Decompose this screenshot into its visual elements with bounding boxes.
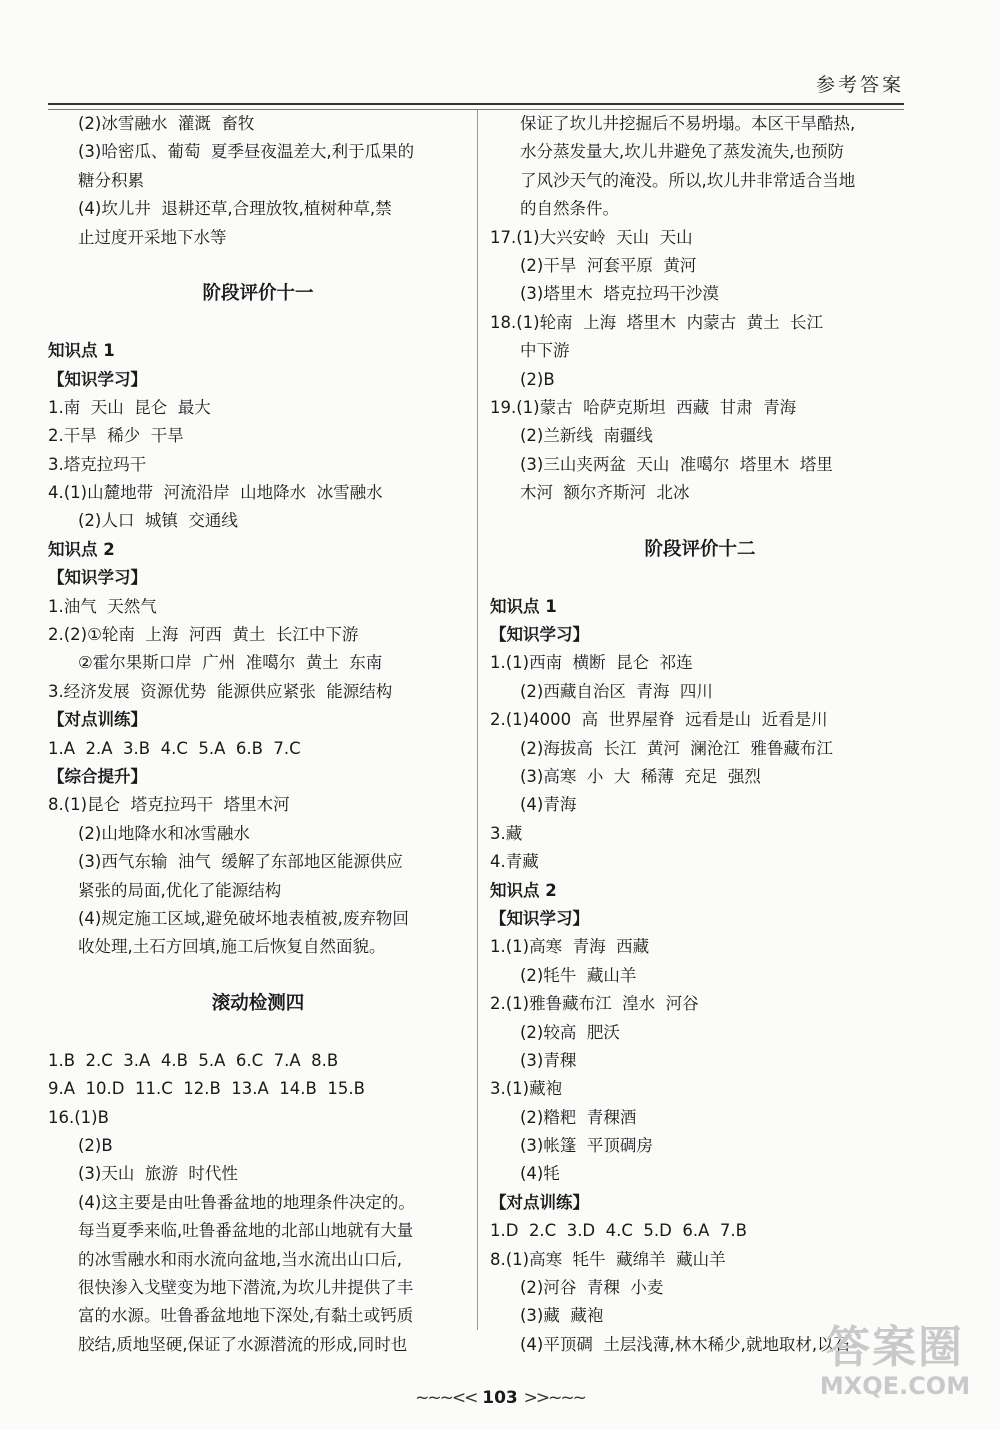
- spacer: [490, 507, 910, 535]
- answer-line: (2)人口 城镇 交通线: [78, 511, 238, 531]
- answer-line: (2)冰雪融水 灌溉 畜牧: [78, 114, 255, 133]
- answer-line: 水分蒸发量大,坎儿井避免了蒸发流失,也预防: [520, 142, 844, 162]
- answer-line: 1.B 2.C 3.A 4.B 5.A 6.C 7.A 8.B: [48, 1050, 339, 1070]
- answer-line: 3.经济发展 资源优势 能源供应紧张 能源结构: [48, 681, 393, 701]
- answer-line: 2.(1)4000 高 世界屋脊 远看是山 近看是川: [490, 710, 828, 730]
- answer-line: (4)平顶碉 土层浅薄,林木稀少,就地取材,以石: [520, 1334, 851, 1354]
- answer-line: 2.(1)雅鲁藏布江 湟水 河谷: [490, 994, 699, 1014]
- answer-line: (3)塔里木 塔克拉玛干沙漠: [520, 284, 719, 304]
- answer-line: (2)B: [520, 369, 555, 389]
- footer-ornament-left: ~~~<<: [415, 1388, 477, 1408]
- answer-line: (2)干旱 河套平原 黄河: [520, 255, 697, 275]
- answer-line: 3.藏: [490, 823, 523, 843]
- spacer: [48, 309, 468, 337]
- answer-line: 3.塔克拉玛干: [48, 454, 147, 474]
- answer-line: 知识点 2: [48, 539, 115, 559]
- answer-line: 知识点 1: [48, 341, 115, 361]
- footer-ornament-right: >>~~~: [523, 1388, 585, 1408]
- answer-line: 1.(1)西南 横断 昆仑 祁连: [490, 653, 693, 673]
- left-column: [48, 110, 468, 1359]
- answer-line: 【知识学习】: [48, 369, 147, 389]
- answer-line: 19.(1)蒙古 哈萨克斯坦 西藏 甘肃 青海: [490, 397, 797, 417]
- answer-line: 紧张的局面,优化了能源结构: [78, 880, 282, 900]
- section-title: 滚动检测四: [211, 993, 305, 1015]
- answer-line: 胶结,质地坚硬,保证了水源潜流的形成,同时也: [78, 1334, 408, 1354]
- page-header-title: 参考答案: [815, 74, 904, 96]
- answer-line: 【知识学习】: [48, 568, 147, 588]
- answer-line: 16.(1)B: [48, 1107, 109, 1127]
- answer-line: ②霍尔果斯口岸 广州 准噶尔 黄土 东南: [78, 653, 383, 673]
- spacer: [48, 1019, 468, 1047]
- header-rule-thick: [48, 103, 904, 105]
- answer-line: (3)帐篷 平顶碉房: [520, 1136, 653, 1156]
- answer-line: 知识点 2: [490, 880, 557, 900]
- answer-line: 【知识学习】: [490, 625, 589, 645]
- answer-line: (2)西藏自治区 青海 四川: [520, 681, 713, 701]
- answer-line: 2.干旱 稀少 干旱: [48, 426, 184, 446]
- column-divider: [477, 110, 478, 1330]
- answer-line: 【综合提升】: [48, 766, 147, 786]
- answer-line: (2)B: [78, 1136, 113, 1156]
- section-title: 阶段评价十二: [644, 538, 756, 560]
- section-title: 阶段评价十一: [202, 283, 314, 305]
- answer-line: 的自然条件。: [520, 199, 619, 219]
- answer-line: 糖分积累: [78, 170, 144, 190]
- answer-line: 【知识学习】: [490, 908, 589, 928]
- answer-line: 18.(1)轮南 上海 塔里木 内蒙古 黄土 长江: [490, 312, 824, 332]
- answer-line: 4.青藏: [490, 852, 539, 872]
- watermark-url: MXQE.COM: [819, 1372, 971, 1400]
- answer-line: 2.(2)①轮南 上海 河西 黄土 长江中下游: [48, 625, 359, 645]
- answer-line: (3)天山 旅游 时代性: [78, 1164, 238, 1184]
- answer-line: (4)这主要是由吐鲁番盆地的地理条件决定的。: [78, 1192, 415, 1212]
- answer-line: (2)较高 肥沃: [520, 1022, 620, 1042]
- page-number: 103: [482, 1388, 518, 1408]
- answer-line: (3)哈密瓜、葡萄 夏季昼夜温差大,利于瓜果的: [78, 142, 415, 162]
- answer-line: 1.A 2.A 3.B 4.C 5.A 6.B 7.C: [48, 738, 301, 758]
- answer-line: (3)青稞: [520, 1050, 577, 1070]
- answer-line: 收处理,土石方回填,施工后恢复自然面貌。: [78, 937, 386, 957]
- answer-line: (2)牦牛 藏山羊: [520, 965, 637, 985]
- answer-line: 木河 额尔齐斯河 北冰: [520, 483, 690, 503]
- answer-line: 【对点训练】: [490, 1192, 589, 1212]
- answer-line: (2)河谷 青稞 小麦: [520, 1278, 664, 1298]
- answer-line: 8.(1)昆仑 塔克拉玛干 塔里木河: [48, 795, 290, 815]
- spacer: [490, 564, 910, 592]
- answer-line: 富的水源。吐鲁番盆地地下深处,有黏土或钙质: [78, 1306, 414, 1326]
- answer-line: 4.(1)山麓地带 河流沿岸 山地降水 冰雪融水: [48, 483, 383, 503]
- watermark-text: 答案圈: [826, 1322, 964, 1373]
- answer-line: 3.(1)藏袍: [490, 1079, 563, 1099]
- answer-line: 保证了坎儿井挖掘后不易坍塌。本区干旱酷热,: [520, 114, 856, 133]
- answer-line: (2)糌粑 青稞酒: [520, 1107, 637, 1127]
- watermark-logo: [800, 1322, 990, 1416]
- answer-line: 【对点训练】: [48, 710, 147, 730]
- answer-line: (4)规定施工区域,避免破坏地表植被,废弃物回: [78, 908, 409, 928]
- answer-line: (3)高寒 小 大 稀薄 充足 强烈: [520, 766, 761, 786]
- answer-line: (3)三山夹两盆 天山 准噶尔 塔里木 塔里: [520, 454, 833, 474]
- answer-line: (4)牦: [520, 1164, 560, 1184]
- answer-line: 8.(1)高寒 牦牛 藏绵羊 藏山羊: [490, 1249, 726, 1269]
- answer-line: 中下游: [520, 341, 570, 361]
- answer-line: 知识点 1: [490, 596, 557, 616]
- answer-line: (2)兰新线 南疆线: [520, 426, 653, 446]
- answer-line: (2)山地降水和冰雪融水: [78, 823, 250, 843]
- answer-line: 1.油气 天然气: [48, 596, 157, 616]
- answer-line: 的冰雪融水和雨水流向盆地,当水流出山口后,: [78, 1249, 402, 1269]
- spacer: [48, 962, 468, 990]
- answer-line: (2)海拔高 长江 黄河 澜沧江 雅鲁藏布江: [520, 738, 833, 758]
- answer-line: (4)青海: [520, 795, 577, 815]
- answer-line: 每当夏季来临,吐鲁番盆地的北部山地就有大量: [78, 1221, 414, 1241]
- answer-line: (4)坎儿井 退耕还草,合理放牧,植树种草,禁: [78, 199, 392, 219]
- answer-line: 了风沙天气的淹没。所以,坎儿井非常适合当地: [520, 170, 856, 190]
- right-column: [490, 110, 910, 1359]
- spacer: [48, 252, 468, 280]
- answer-line: (3)藏 藏袍: [520, 1306, 604, 1326]
- answer-line: (3)西气东输 油气 缓解了东部地区能源供应: [78, 852, 403, 872]
- answer-line: 很快渗入戈壁变为地下潜流,为坎儿井提供了丰: [78, 1278, 414, 1298]
- answer-line: 1.(1)高寒 青海 西藏: [490, 937, 650, 957]
- answer-line: 1.南 天山 昆仑 最大: [48, 397, 211, 417]
- answer-line: 止过度开采地下水等: [78, 227, 227, 247]
- answer-line: 1.D 2.C 3.D 4.C 5.D 6.A 7.B: [490, 1221, 747, 1241]
- answer-line: 17.(1)大兴安岭 天山 天山: [490, 227, 693, 247]
- answer-line: 9.A 10.D 11.C 12.B 13.A 14.B 15.B: [48, 1079, 365, 1099]
